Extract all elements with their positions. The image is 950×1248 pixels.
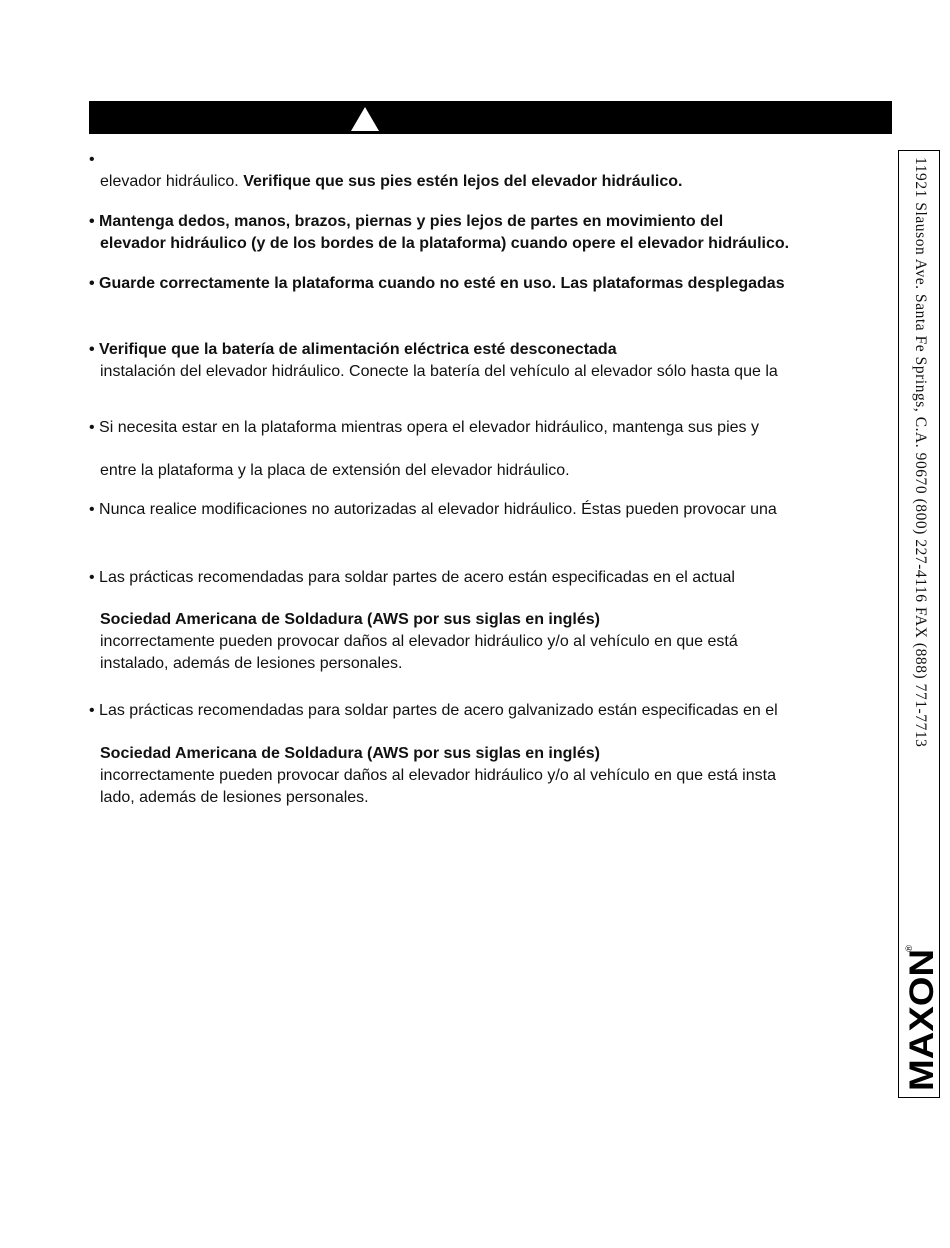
company-sidebar [898,150,940,1098]
text-line [89,340,617,360]
text-span: • Las prácticas recomendadas para soldar partes de acero están especificadas en el actual [89,569,735,586]
text-span: • Si necesita estar en la plataforma mientras opera el elevador hidráulico, mantenga sus pies y [89,419,759,436]
text-span: • Guarde correctamente la plataforma cuando no esté en uso. Las plataformas desplegadas [89,275,785,292]
company-address: 11921 Slauson Ave. Santa Fe Springs, C.A. 90670 (800) 227-4116 FAX (888) 771-7713 [912,157,929,748]
text-line [89,500,777,520]
text-line [100,654,402,674]
text-line [89,212,723,232]
text-span: instalación del elevador hidráulico. Conecte la batería del vehículo al elevador sólo hasta que la [100,363,778,380]
text-span: Sociedad Americana de Soldadura (AWS por sus siglas en inglés) [100,745,600,762]
text-line [89,418,759,438]
text-span: incorrectamente pueden provocar daños al elevador hidráulico y/o al vehículo en que está [100,633,738,650]
text-line [100,744,600,764]
text-span: • Mantenga dedos, manos, brazos, piernas y pies lejos de partes en movimiento del [89,213,724,230]
text-line [100,788,369,808]
warning-triangle-icon [351,107,379,131]
text-span: • [89,151,95,168]
text-line [100,172,682,192]
text-span: elevador hidráulico (y de los bordes de la plataforma) cuando opere el elevador hidráulico. [100,235,790,252]
registered-mark: ® [904,945,914,952]
text-line [100,234,789,254]
text-line [89,701,778,721]
text-span: elevador hidráulico. [100,173,244,190]
text-line [100,766,776,786]
text-span: Verifique que sus pies estén lejos del elevador hidráulico. [243,173,683,190]
text-line [100,461,570,481]
text-span: • Las prácticas recomendadas para soldar partes de acero galvanizado están especificadas en el [89,702,778,719]
text-span: • Verifique que la batería de alimentación eléctrica esté desconectada [89,341,617,358]
text-line [89,150,95,170]
text-line [100,362,778,382]
text-span: Sociedad Americana de Soldadura (AWS por sus siglas en inglés) [100,611,600,628]
text-span: instalado, además de lesiones personales. [100,655,403,672]
maxon-logo [903,941,941,1091]
warning-header-bar [89,101,892,134]
text-span: incorrectamente pueden provocar daños al elevador hidráulico y/o al vehículo en que está insta [100,767,776,784]
brand-name: MAXON [903,964,941,1091]
text-line [89,274,785,294]
text-line [100,610,600,630]
text-span: • Nunca realice modificaciones no autorizadas al elevador hidráulico. Éstas pueden provocar una [89,501,777,518]
text-line [89,568,735,588]
text-span: entre la plataforma y la placa de extensión del elevador hidráulico. [100,462,570,479]
text-span: lado, además de lesiones personales. [100,789,369,806]
text-line [100,632,738,652]
